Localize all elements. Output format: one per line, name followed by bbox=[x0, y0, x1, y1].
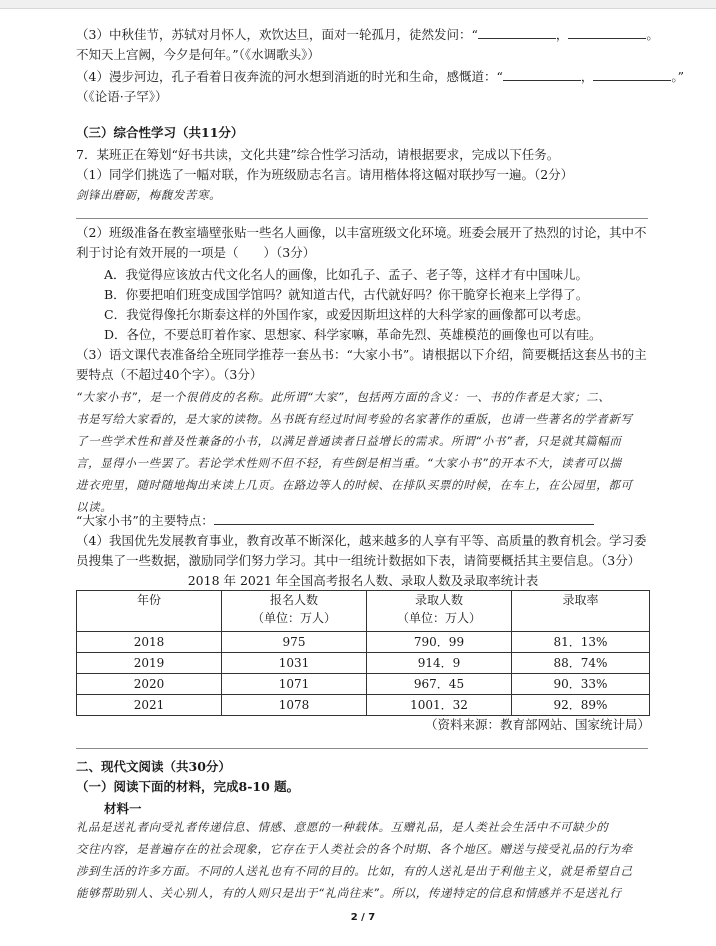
table-source: （资料来源：教育部网站、国家统计局） bbox=[424, 717, 650, 732]
question-7-sub-4-line-1: （4）我国优先发展教育事业，教育改革不断深化，越来越多的人享有平等、高质量的教育机会。学习委 bbox=[76, 533, 647, 548]
cell-admitted: 967．45 bbox=[367, 674, 512, 695]
cell-rate: 81．13% bbox=[512, 632, 650, 653]
cell-admitted: 914．9 bbox=[367, 653, 512, 674]
table-row bbox=[77, 632, 650, 653]
question-7-sub-3-line-2: 要特点（不超过40个字）。（3分） bbox=[76, 367, 263, 382]
cell-applicants: 975 bbox=[222, 632, 367, 653]
material-1-line: 涉到生活的许多方面。不同的人送礼也有不同的目的。比如，有的人送礼是出于利他主义，就是希望自己 bbox=[76, 864, 633, 878]
header-rate: 录取率 bbox=[512, 591, 650, 632]
section-divider bbox=[76, 748, 648, 749]
part-2-subtitle: （一）阅读下面的材料，完成8-10 题。 bbox=[76, 779, 300, 794]
material-1-title: 材料一 bbox=[104, 801, 142, 816]
answer-blank[interactable] bbox=[214, 512, 594, 525]
cell-rate: 92．89% bbox=[512, 695, 650, 716]
option-a: A．我觉得应该放古代文化名人的画像，比如孔子、孟子、老子等，这样才有中国味儿。 bbox=[104, 267, 589, 282]
book-intro-line: 书是写给大家看的，是大家的读物。丛书既有经过时间考验的名家著作的重版，也请一些著名的学者新写 bbox=[76, 412, 633, 426]
material-1-line: 能够帮助别人、关心别人，有的人则只是出于“礼尚往来”。所以，传递特定的信息和情感并不是送礼行 bbox=[76, 886, 622, 900]
question-7-sub-1: （1）同学们挑选了一幅对联，作为班级励志名言。请用楷体将这幅对联抄写一遍。（2分） bbox=[76, 167, 574, 182]
table-row bbox=[77, 695, 650, 716]
cell-applicants: 1071 bbox=[222, 674, 367, 695]
option-c: C．我觉得像托尔斯泰这样的外国作家，或爱因斯坦这样的大科学家的画像都可以考虑。 bbox=[104, 307, 589, 322]
question-7-stem: 7．某班正在筹划“好书共读，文化共建”综合性学习活动，请根据要求，完成以下任务。 bbox=[76, 147, 560, 162]
table-caption: 2018 年 2021 年全国高考报名人数、录取人数及录取率统计表 bbox=[187, 573, 539, 588]
page-number: 2 / 7 bbox=[350, 912, 376, 923]
answer-prompt: “大家小书”的主要特点： bbox=[76, 512, 594, 530]
table-row bbox=[77, 653, 650, 674]
header-applicants: 报名人数 （单位：万人） bbox=[222, 591, 367, 632]
section-3-title: （三）综合性学习（共11分） bbox=[76, 125, 244, 140]
cell-applicants: 1031 bbox=[222, 653, 367, 674]
option-b: B．你要把咱们班变成国学馆吗？就知道古代，古代就好吗？你干脆穿长袍来上学得了。 bbox=[104, 287, 589, 302]
cell-year: 2018 bbox=[77, 632, 222, 653]
header-year: 年份 bbox=[77, 591, 222, 632]
question-7-sub-4-line-2: 员搜集了一些数据，激励同学们努力学习。其中一组统计数据如下表，请简要概括其主要信息。（3分） bbox=[76, 553, 641, 568]
answer-blank[interactable] bbox=[568, 26, 646, 39]
cell-rate: 88．74% bbox=[512, 653, 650, 674]
table-header-row bbox=[77, 591, 650, 632]
poem-question-3-line-2: 不知天上宫阙，今夕是何年。”（《水调歌头》） bbox=[76, 47, 320, 62]
question-7-sub-2-line-1: （2）班级准备在教室墙壁张贴一些名人画像，以丰富班级文化环境。班委会展开了热烈的讨论，其中不 bbox=[76, 225, 647, 240]
answer-blank[interactable] bbox=[503, 68, 581, 81]
cell-year: 2020 bbox=[77, 674, 222, 695]
question-7-sub-3-line-1: （3）语文课代表准备给全班同学推荐一套丛书：“大家小书”。请根据以下介绍，简要概括这套丛书的主 bbox=[76, 347, 647, 362]
material-1-line: 交往内容，是普遍存在的社会现象，它存在于人类社会的各个时期、各个地区。赠送与接受礼品的行为牵 bbox=[76, 842, 633, 856]
couplet-handwritten: 剑锋出磨砺，梅馥发苦寒。 bbox=[76, 188, 222, 202]
question-7-sub-2-line-2: 利于讨论有效开展的一项是（ ）（3分） bbox=[76, 245, 316, 260]
book-intro-line: 以读。 bbox=[76, 500, 113, 514]
cell-year: 2021 bbox=[77, 695, 222, 716]
cell-year: 2019 bbox=[77, 653, 222, 674]
part-2-title: 二、现代文阅读（共30分） bbox=[76, 759, 231, 774]
poem-question-3-line-1: （3）中秋佳节，苏轼对月怀人，欢饮达旦，面对一轮孤月，徒然发问：“ ， 。 bbox=[76, 27, 659, 42]
viewer-top-bar bbox=[0, 0, 716, 9]
poem-question-4-line-2: （《论语·子罕》） bbox=[76, 89, 168, 104]
cell-rate: 90．33% bbox=[512, 674, 650, 695]
answer-line bbox=[76, 218, 648, 219]
cell-admitted: 1001．32 bbox=[367, 695, 512, 716]
poem-question-4-line-1: （4）漫步河边，孔子看着日夜奔流的河水想到消逝的时光和生命，感慨道：“ ， 。” bbox=[76, 69, 685, 84]
cell-applicants: 1078 bbox=[222, 695, 367, 716]
book-intro-line: 言，显得小一些罢了。若论学术性则不但不轻，有些倒是相当重。“大家小书”的开本不大，读者可以揣 bbox=[76, 456, 622, 470]
table-row bbox=[77, 674, 650, 695]
book-intro-line: “大家小书”，是一个很俏皮的名称。此所谓“大家”，包括两方面的含义：一、书的作者是大家；二、 bbox=[76, 390, 611, 404]
material-1-line: 礼品是送礼者向受礼者传递信息、情感、意愿的一种载体。互赠礼品，是人类社会生活中不可缺少的 bbox=[76, 820, 609, 834]
book-intro-line: 进衣兜里，随时随地掏出来读上几页。在路边等人的时候、在排队买票的时候，在车上，在公园里，都可 bbox=[76, 478, 633, 492]
option-d: D．各位，不要总盯着作家、思想家、科学家嘛，革命先烈、英雄模范的画像也可以有哇。 bbox=[104, 327, 602, 342]
statistics-table bbox=[76, 590, 650, 716]
answer-blank[interactable] bbox=[593, 68, 671, 81]
answer-blank[interactable] bbox=[478, 26, 556, 39]
cell-admitted: 790．99 bbox=[367, 632, 512, 653]
book-intro-line: 了一些学术性和普及性兼备的小书，以满足普通读者日益增长的需求。所谓“小书”者，只是就其篇幅而 bbox=[76, 434, 622, 448]
header-admitted: 录取人数 （单位：万人） bbox=[367, 591, 512, 632]
